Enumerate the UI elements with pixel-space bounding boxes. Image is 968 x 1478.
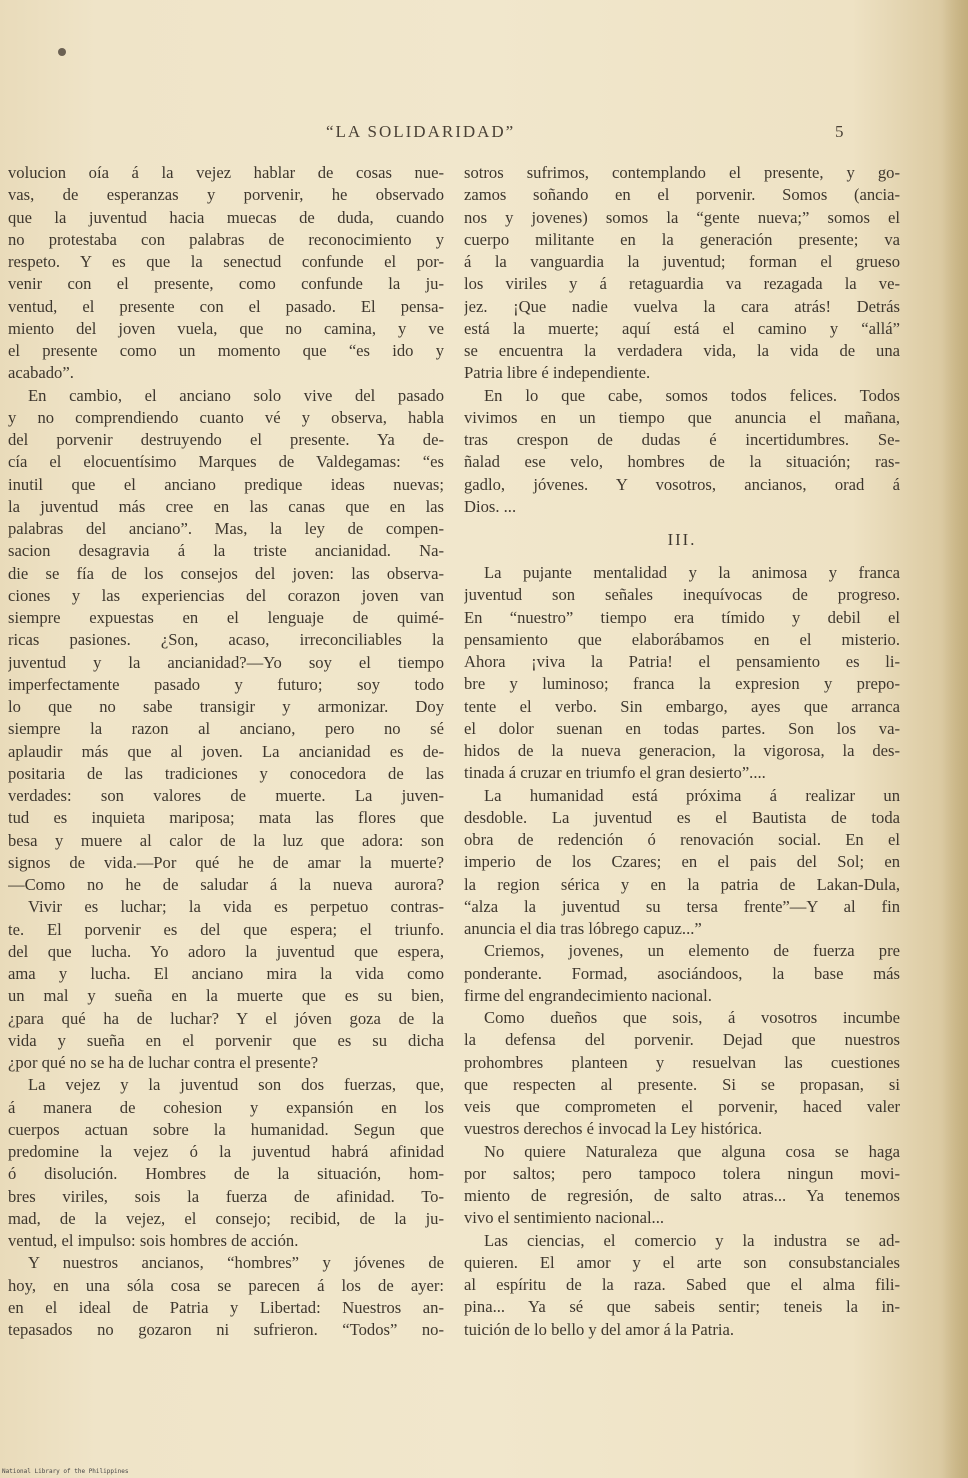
text-line: miento de regresión, de salto atras... Ya tenemos <box>464 1186 900 1205</box>
text-line: hoy, en una sóla cosa se parecen á los de ayer: <box>8 1275 444 1295</box>
text-line: juventud son señales inequívocas de progreso. <box>464 585 900 605</box>
text-line: ventud, el presente con el pasado. El pensa- <box>8 296 444 316</box>
text-line: ama y lucha. El anciano mira la vida como <box>8 964 444 983</box>
text-line: se encuentra la verdadera vida, la vida de una <box>464 341 900 360</box>
text-line: te. El porvenir es del que espera; el triunfo. <box>8 919 444 939</box>
page-edge-shadow <box>942 0 968 1478</box>
text-line: No quiere Naturaleza que alguna cosa se haga <box>484 1141 900 1161</box>
text-line: del que lucha. Yo adoro la juventud que espera, <box>8 941 444 961</box>
text-line: ricas pasiones. ¿Son, acaso, irreconciliables la <box>8 630 444 650</box>
page-number: 5 <box>835 122 844 141</box>
text-line: el presente como un momento que “es ido y <box>8 341 444 360</box>
text-line: ó disolución. Hombres de la situación, hom- <box>8 1164 444 1184</box>
text-line: los viriles y á retaguardia va rezagada la ve- <box>464 274 900 294</box>
text-line: ñalad ese velo, hombres de la situación; ras- <box>464 452 900 472</box>
text-line: gadlo, jóvenes. Y vosotros, ancianos, orad á <box>464 474 900 494</box>
text-line: lo que no sabe transigir y armonizar. Doy <box>8 697 444 716</box>
text-line: vivimos en un tiempo que anuncia el mañana, <box>464 407 900 427</box>
text-line: que la juventud hacia muecas de duda, cuando <box>8 207 444 227</box>
text-line: vida y sueña en el porvenir que es su dicha <box>8 1030 444 1050</box>
text-line: tras crespon de dudas é incertidumbres. Se- <box>464 430 900 449</box>
text-line: hidos de la nueva generacion, la vigorosa, la des- <box>464 741 900 760</box>
text-line: Patria libre é independiente. <box>464 363 651 383</box>
text-line: vas, de esperanzas y porvenir, he observado <box>8 185 444 205</box>
text-line: La vejez y la juventud son dos fuerzas, que, <box>28 1075 444 1095</box>
text-line: no protestaba con palabras de reconocimiento y <box>8 229 444 249</box>
text-line: respeto. Y es que la senectud confunde el por- <box>8 252 444 271</box>
text-line: verdades: son valores de muerte. La juven- <box>8 786 444 805</box>
text-line: la region sérica y en la patria de Lakan-Dula, <box>464 874 900 894</box>
right-column-text-top <box>464 162 900 518</box>
text-line: obra de redención ó renovación social. En el <box>464 830 900 849</box>
text-line: ventud, el impulso: sois hombres de acción. <box>8 1231 299 1250</box>
text-line: tepasados no gozaron ni sufrieron. “Todos” no- <box>8 1320 444 1339</box>
text-line: tinada á cruzar en triumfo el gran desierto”.... <box>464 763 766 783</box>
text-line: firme del engrandecimiento nacional. <box>464 985 712 1005</box>
text-line: positaria de las tradiciones y conocedora de las <box>8 763 444 783</box>
text-line: Dios. ... <box>464 496 517 516</box>
text-line: pina... Ya sé que sabeis sentir; teneis la in- <box>464 1297 900 1317</box>
text-line: zamos soñando en el porvenir. Somos (ancia- <box>464 185 900 205</box>
text-line: á la vanguardia la juventud; forman el grueso <box>464 252 900 271</box>
text-line: volucion oía á la vejez hablar de cosas nue- <box>8 163 444 182</box>
text-line: prohombres planteen y resuelvan las cuestiones <box>464 1052 900 1072</box>
right-text-column <box>464 162 900 1341</box>
text-line: vivo el sentimiento nacional... <box>464 1208 665 1228</box>
text-line: bres viriles, sois la fuerza de afinidad. To- <box>8 1186 444 1206</box>
ink-spot <box>58 48 66 56</box>
text-line: sotros sufrimos, contemplando el presente, y go- <box>464 163 900 182</box>
text-line: die se fía de los consejos del joven: las observa- <box>8 563 444 583</box>
right-column-text-bottom <box>464 562 900 1341</box>
text-line: besa y muere al calor de la luz que adora: son <box>8 830 444 850</box>
text-line: jez. ¡Que nadie vuelva la cara atrás! Detrás <box>464 296 900 316</box>
text-line: ciones y las experiencias del corazon joven van <box>8 585 444 605</box>
text-line: Como dueños que sois, á vosotros incumbe <box>484 1008 900 1027</box>
text-line: un mal y sueña en la muerte que es su bien, <box>8 986 444 1006</box>
text-line: mad, de la vejez, el consejo; recibid, de la ju- <box>8 1208 444 1228</box>
text-line: Vivir es luchar; la vida es perpetuo contras- <box>28 897 444 917</box>
text-line: ¿por qué no se ha de luchar contra el presente? <box>8 1053 319 1072</box>
text-line: aplaudir más que al joven. La ancianidad es de- <box>8 741 444 761</box>
text-line: palabras del anciano”. Mas, la ley de compen- <box>8 519 444 538</box>
text-line: la defensa del porvenir. Dejad que nuestros <box>464 1030 900 1050</box>
text-line: inutil que el anciano predique ideas nuevas; <box>8 474 444 494</box>
text-line: y no comprendiendo cuanto vé y observa, habla <box>8 407 444 427</box>
text-line: quieren. El amor y el arte son consubstanciales <box>464 1252 900 1272</box>
page-header <box>0 122 968 146</box>
text-line: siempre expuestas en el lenguaje de quimé- <box>8 608 444 627</box>
text-line: desdoble. La juventud es el Bautista de toda <box>464 807 900 827</box>
text-line: Y nuestros ancianos, “hombres” y jóvenes de <box>28 1253 444 1273</box>
text-line: predomine la vejez ó la juventud habrá afinidad <box>8 1142 444 1161</box>
text-line: pensamiento que elaborábamos en el misterio. <box>464 629 900 649</box>
text-line: tuición de lo bello y del amor á la Patria. <box>464 1319 735 1339</box>
text-line: está la muerte; aquí está el camino y “allá” <box>464 318 900 338</box>
text-line: La humanidad está próxima á realizar un <box>484 785 900 805</box>
text-line: tud es inquieta mariposa; mata las flores que <box>8 808 444 828</box>
text-line: “alza la juventud su tersa frente”—Y al fin <box>464 896 900 916</box>
text-line: al espíritu de la raza. Sabed que el alma fili- <box>464 1275 900 1294</box>
text-line: anuncia el dia tras lóbrego capuz...” <box>464 919 702 938</box>
text-line: el dolor suenan en todas partes. Son los va- <box>464 718 900 738</box>
left-text-column <box>8 162 444 1341</box>
text-line: bre y luminoso; franca la expresion y prepo- <box>464 674 900 694</box>
text-line: En “nuestro” tiempo era tímido y debil el <box>464 607 900 627</box>
text-line: La pujante mentalidad y la animosa y franca <box>484 563 900 582</box>
text-line: —Como no he de saludar á la nueva aurora? <box>8 875 444 894</box>
text-line: En cambio, el anciano solo vive del pasado <box>28 385 444 405</box>
section-title: III. <box>667 530 697 549</box>
running-title: “LA SOLIDARIDAD” <box>326 122 516 141</box>
text-line: nos y jovenes) somos la “gente nueva;” somos el <box>464 207 900 227</box>
text-line: signos de vida.—Por qué he de amar la muerte? <box>8 852 444 872</box>
text-line: cía el elocuentísimo Marques de Valdegamas: “es <box>8 452 444 472</box>
text-line: ¿para qué ha de luchar? Y el jóven goza de la <box>8 1008 444 1028</box>
text-line: Ahora ¡viva la Patria! el pensamiento es li- <box>464 652 900 671</box>
text-line: cuerpo militante en la generación presente; va <box>464 229 900 249</box>
text-line: por saltos; pero tampoco tolera ningun movi- <box>464 1163 900 1183</box>
text-line: cuerpos actuan sobre la humanidad. Segun que <box>8 1119 444 1139</box>
text-line: en el ideal de Patria y Libertad: Nuestros an- <box>8 1297 444 1317</box>
text-line: la juventud más cree en las canas que en las <box>8 496 444 516</box>
text-line: tente el verbo. Sin embargo, ayes que arranca <box>464 696 900 716</box>
text-line: miento del joven vuela, que no camina, y ve <box>8 318 444 338</box>
text-line: siempre la razon al anciano, pero no sé <box>8 719 444 739</box>
text-line: imperio de los Czares; en el pais del Sol; en <box>464 852 900 872</box>
text-line: venir con el presente, como confunde la ju- <box>8 274 444 294</box>
text-line: Criemos, jovenes, un elemento de fuerza pre <box>484 941 900 961</box>
text-line: imperfectamente pasado y futuro; soy todo <box>8 674 444 694</box>
text-line: ponderante. Formad, asociándoos, la base más <box>464 963 900 983</box>
library-credit: National Library of the Philippines <box>2 1468 129 1475</box>
text-line: que respecten al presente. Si se propasan, si <box>464 1074 900 1094</box>
text-line: del porvenir destruyendo el presente. Ya de- <box>8 430 444 449</box>
text-line: En lo que cabe, somos todos felices. Todos <box>484 385 900 405</box>
text-line: á manera de cohesion y expansión en los <box>8 1097 444 1117</box>
text-line: sacion desagravia á la triste ancianidad. Na- <box>8 541 444 561</box>
text-line: acabado”. <box>8 363 74 383</box>
text-line: Las ciencias, el comercio y la industra se ad- <box>484 1230 900 1250</box>
text-line: juventud y la ancianidad?—Yo soy el tiempo <box>8 652 444 672</box>
text-line: vuestros derechos é invocad la Ley histórica. <box>464 1119 763 1139</box>
text-line: veis que comprometen el porvenir, haced valer <box>464 1097 900 1116</box>
